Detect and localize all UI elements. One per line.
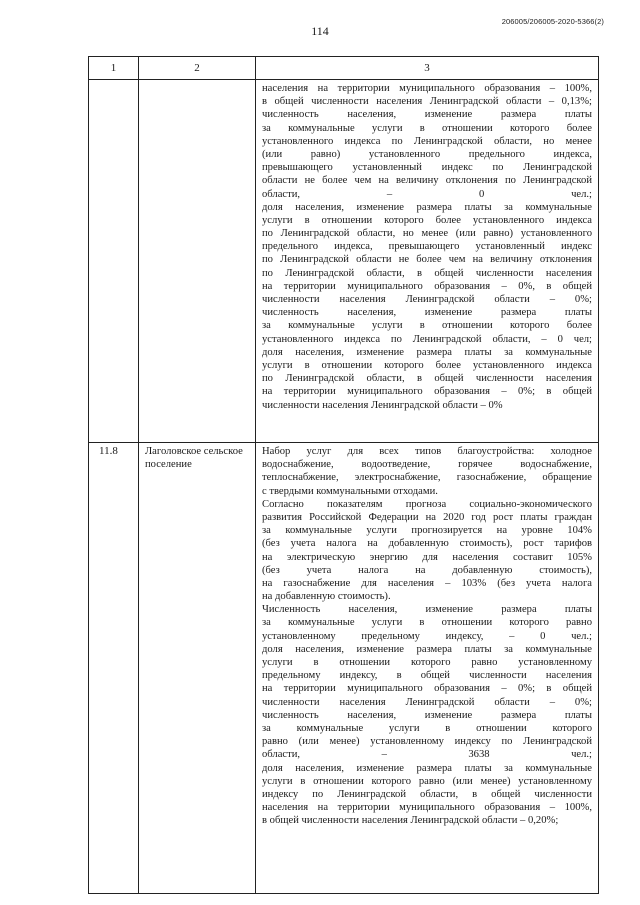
text-line: на добавленную стоимость). <box>262 591 391 603</box>
text-line: услуги в отношении которого более установленного индекса <box>262 214 592 226</box>
text-line: доля населения, изменение размера платы за коммунальные <box>262 643 592 655</box>
text-line: населения на территории муниципального образования – 100%, <box>262 83 592 94</box>
text-line: по Ленинградской области, в общей численности населения <box>262 373 592 385</box>
text-line: за коммунальные услуги в отношении которого более <box>262 122 592 134</box>
text-line: на электрическую энергию для населения составит 105% <box>262 551 592 563</box>
text-line: за коммунальные услуги в отношении которого равно <box>262 617 592 629</box>
column-header-2: 2 <box>139 57 256 80</box>
text-line: за коммунальные услуги в отношении которого <box>262 722 592 734</box>
text-line: численности населения Ленинградской области – 0%; <box>262 696 592 708</box>
text-line: с твердыми коммунальными отходами. <box>262 485 438 497</box>
text-line: на территории муниципального образования – 0%, в общей <box>262 280 592 292</box>
row-number: 11.8 <box>89 443 139 894</box>
text-line: равно (или менее) установленному индексу по Ленинградской <box>262 736 592 748</box>
settlement-name <box>139 443 256 894</box>
column-header-1: 1 <box>89 57 139 80</box>
settlement-name <box>139 80 256 443</box>
text-line: Согласно показателям прогноза социально-экономического <box>262 498 592 510</box>
text-line: Набор услуг для всех типов благоустройства: холодное <box>262 446 592 457</box>
text-line: численность населения, изменение размера платы <box>262 709 592 721</box>
text-line: доля населения, изменение размера платы за коммунальные <box>262 346 592 358</box>
text-line: за коммунальные услуги прогнозируется на уровне 104% <box>262 525 592 537</box>
text-line: услуги в отношении которого равно (или менее) установленному <box>262 775 592 787</box>
text-line: услуги в отношении которого более установленного индекса <box>262 359 592 371</box>
text-line: численность населения, изменение размера платы <box>262 109 592 121</box>
text-line: предельного индекса, превышающего установленный индекс <box>262 241 592 253</box>
text-line: области, – 0 чел.; <box>262 188 592 200</box>
text-line: численности населения Ленинградской области – 0% <box>262 399 503 411</box>
text-line: развития Российской Федерации на 2020 год рост платы граждан <box>262 511 592 523</box>
text-line: в общей численности населения Ленинградской области – 0,20%; <box>262 815 559 827</box>
text-line: на территории муниципального образования – 0%; в общей <box>262 683 592 695</box>
text-line: на территории муниципального образования – 0%; в общей <box>262 386 592 398</box>
text-line: доля населения, изменение размера платы за коммунальные <box>262 762 592 774</box>
row-number <box>89 80 139 443</box>
text-line: установленному предельному индексу, – 0 чел.; <box>262 630 592 642</box>
text-line: области не более чем на величину отклонения по Ленинградской <box>262 175 592 187</box>
text-line: по Ленинградской области не более чем на величину отклонения <box>262 254 592 266</box>
text-line: услуги в отношении которого равно установленному <box>262 657 592 668</box>
column-header-3: 3 <box>256 57 599 80</box>
table-row <box>89 80 599 443</box>
settlement-name-text: Лаголовское сельское поселение <box>145 446 243 471</box>
text-line: области, – 3638 чел.; <box>262 749 592 761</box>
text-line: (без учета налога на добавленную стоимость), <box>262 564 592 576</box>
text-line: за коммунальные услуги в отношении которого более <box>262 320 592 332</box>
text-line: населения на территории муниципального образования – 100%, <box>262 802 592 814</box>
page-number: 114 <box>311 24 329 38</box>
text-line: численность населения, изменение размера платы <box>262 307 592 319</box>
text-line: в общей численности населения Ленинградской области – 0,13%; <box>262 96 592 108</box>
text-line: по Ленинградской области, но менее (или равно) установленного <box>262 228 592 240</box>
row-description <box>256 80 599 443</box>
text-line: индексу по Ленинградской области, в общей численности <box>262 788 592 800</box>
text-line: (или равно) установленного предельного индекса, <box>262 148 592 160</box>
table-row <box>89 443 599 894</box>
document-code: 206005/206005-2020-5366(2) <box>501 17 604 26</box>
text-line: (без учета налога на добавленную стоимость), рост тарифов <box>262 538 592 550</box>
text-line: установленного индекса по Ленинградской области, но менее <box>262 135 592 147</box>
text-line: теплоснабжение, электроснабжение, газоснабжение, обращение <box>262 472 592 484</box>
text-line: численности населения Ленинградской области – 0%; <box>262 294 592 305</box>
text-line: доля населения, изменение размера платы за коммунальные <box>262 201 592 213</box>
data-table <box>88 56 599 894</box>
table-header-row <box>89 57 599 80</box>
row-description <box>256 443 599 894</box>
text-line: на газоснабжение для населения – 103% (без учета налога <box>262 577 592 589</box>
text-line: Численность населения, изменение размера платы <box>262 604 592 616</box>
text-line: по Ленинградской области, в общей численности населения <box>262 267 592 279</box>
text-line: установленного индекса по Ленинградской области, – 0 чел; <box>262 333 592 345</box>
text-line: водоснабжение, водоотведение, горячее водоснабжение, <box>262 459 592 471</box>
text-line: предельному индексу, в общей численности населения <box>262 670 592 682</box>
text-line: превышающего установленный индекс по Ленинградской <box>262 162 592 174</box>
